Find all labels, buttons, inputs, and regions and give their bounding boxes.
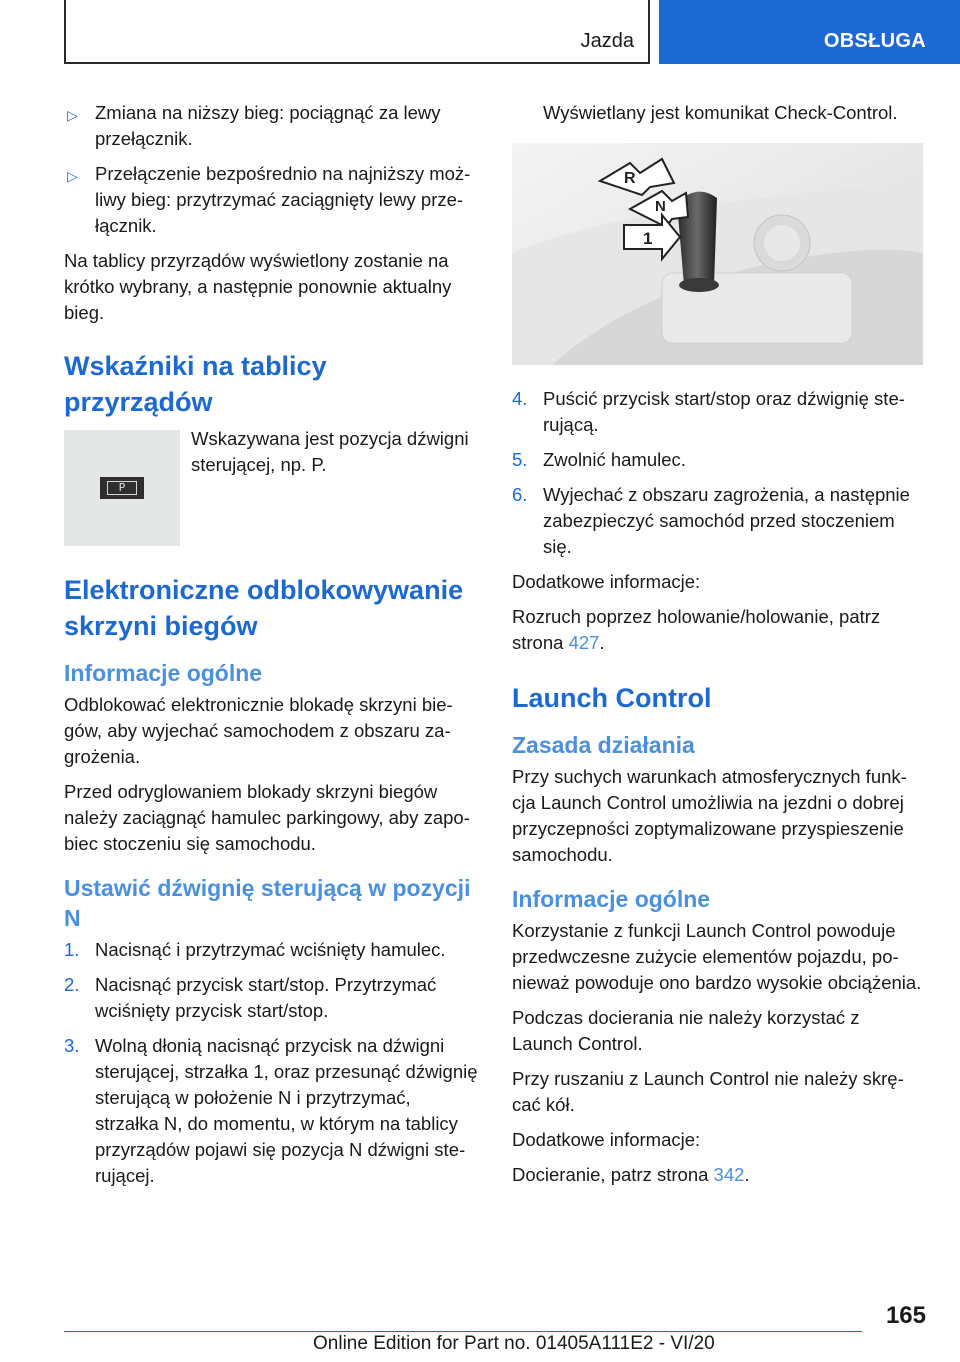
display-paragraph: Na tablicy przyrządów wyświetlony zostanie na krótko wybrany, a następnie ponownie aktualny bieg. [64,250,452,323]
unlock-paragraph-1: Odblokować elektronicznie blokadę skrzyni biegów, aby wyjechać samochodem z obszaru zagrożenia. [64,694,453,767]
header-chapter-tab[interactable] [659,0,960,64]
subheading-general-info: Informacje ogólne [64,660,263,686]
page-number: 165 [885,1302,926,1329]
step-item: 2. Nacisnąć przycisk start/stop. Przytrzymać wciśnięty przycisk start/stop. [64,974,437,1021]
bullet-item: ▷ Przełączenie bezpośrednio na najniższy możliwy bieg: przytrzymać zaciągnięty lewy przełącznik. [67,163,471,236]
launch-general-paragraph-3: Przy ruszaniu z Launch Control nie należy skręcać kół. [512,1068,904,1115]
heading-launch-control: Launch Control [512,683,712,713]
gear-selector-photo [512,143,923,365]
launch-general-paragraph-1: Korzystanie z funkcji Launch Control powoduje przedwczesne zużycie elementów pojazdu, ponieważ powoduje ono bardzo wysokie obciążenia. [512,920,922,993]
step-item: 5. Zwolnić hamulec. [512,449,686,470]
subheading-general-info-launch: Informacje ogólne [512,886,711,912]
footer-edition: Online Edition for Part no. 01405A111E2 - VI/20 [313,1333,715,1354]
heading-electronic-unlock: Elektroniczne odblokowywanie skrzyni biegów [64,575,464,641]
towing-reference: Rozruch poprzez holowanie/holowanie, patrz strona 427. [512,606,881,653]
unlock-paragraph-2: Przed odryglowaniem blokady skrzyni biegów należy zaciągnąć hamulec parkingowy, aby zapobiec stoczeniu się samochodu. [64,781,470,854]
footer-divider [64,1331,862,1332]
header-section-box [64,0,650,64]
left-column [64,100,479,1198]
step-item: 6. Wyjechać z obszaru zagrożenia, a następnie zabezpieczyć samochód przed stoczeniem się. [512,484,910,557]
svg-text:N: N [655,198,666,215]
extra-info-label-2: Dodatkowe informacje: [512,1129,701,1150]
principle-paragraph: Przy suchych warunkach atmosferycznych funkcja Launch Control umożliwia na jezdni o dobrej przyczepności zoptymalizowane przyspieszenie samochodu. [512,766,907,865]
header-chapter-label: OBSŁUGA [823,30,926,52]
gear-p-indicator-icon: P [100,477,144,499]
heading-indicators: Wskaźniki na tablicy przyrządów [64,351,327,417]
triangle-bullet-icon: ▷ [67,107,78,123]
bullet-item: ▷ Zmiana na niższy bieg: pociągnąć za lewy przełącznik. [67,102,441,149]
extra-info-label: Dodatkowe informacje: [512,571,701,592]
svg-text:R: R [624,170,636,187]
right-column [512,100,924,1197]
breakin-reference: Docieranie, patrz strona 342. [512,1164,750,1185]
svg-text:1: 1 [643,229,653,248]
indicator-image [64,430,180,546]
subheading-set-lever-n: Ustawić dźwignię sterującą w pozycji N [64,875,471,931]
step-item: 4. Puścić przycisk start/stop oraz dźwignię sterującą. [512,388,905,435]
indicator-row [64,426,479,546]
check-control-intro: Wyświetlany jest komunikat Check-Control. [543,102,898,123]
indicator-description: Wskazywana jest pozycja dźwigni sterującej, np. P. [191,428,469,475]
step-item: 1. Nacisnąć i przytrzymać wciśnięty hamulec. [64,939,446,960]
page-link-427[interactable]: 427 [568,632,600,653]
launch-general-paragraph-2: Podczas docierania nie należy korzystać z Launch Control. [512,1007,860,1054]
header-section-title: Jazda [580,30,634,52]
page-link-342[interactable]: 342 [713,1164,745,1185]
triangle-bullet-icon: ▷ [67,168,78,184]
step-item: 3. Wolną dłonią nacisnąć przycisk na dźwigni sterującej, strzałka 1, oraz przesunąć dźwignię sterującą w położenie N i przytrzymać, strzałka N, do momentu, w którym na tablicy przyrządów pojawi się pozycja N dźwigni sterującej. [64,1035,478,1186]
subheading-principle: Zasada działania [512,732,695,758]
